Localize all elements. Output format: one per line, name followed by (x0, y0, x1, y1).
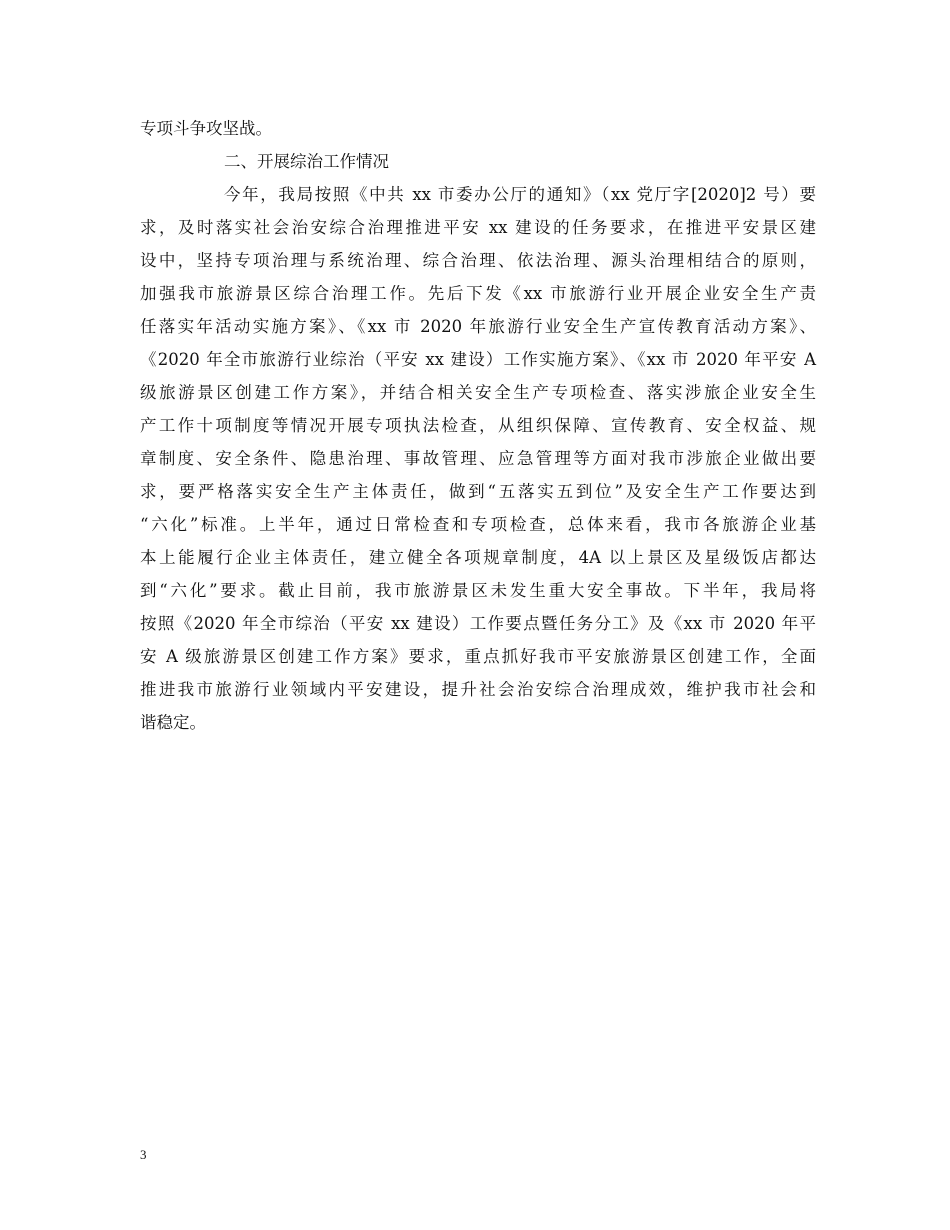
page-number: 3 (140, 1147, 147, 1162)
paragraph-line: 求，及时落实社会治安综合治理推进平安 xx 建设的任务要求，在推进平安景区建 (140, 218, 816, 237)
paragraph-line: 安 A 级旅游景区创建工作方案》要求，重点抓好我市平安旅游景区创建工作，全面 (140, 647, 816, 666)
paragraph-line: 设中，坚持专项治理与系统治理、综合治理、依法治理、源头治理相结合的原则， (140, 251, 816, 270)
paragraph-line: 级旅游景区创建工作方案》，并结合相关安全生产专项检查、落实涉旅企业安全生 (140, 383, 816, 402)
paragraph-line: “六化”标准。上半年，通过日常检查和专项检查，总体来看，我市各旅游企业基 (140, 515, 816, 534)
paragraph-line: 按照《2020 年全市综治（平安 xx 建设）工作要点暨任务分工》及《xx 市 2020 年平 (140, 614, 816, 633)
paragraph-line: 今年，我局按照《中共 xx 市委办公厅的通知》（xx 党厅字[2020]2 号）要 (224, 185, 816, 204)
paragraph-line: 章制度、安全条件、隐患治理、事故管理、应急管理等方面对我市涉旅企业做出要 (140, 449, 816, 468)
paragraph-line: 本上能履行企业主体责任，建立健全各项规章制度，4A 以上景区及星级饭店都达 (140, 548, 816, 567)
paragraph-line: 任落实年活动实施方案》、《xx 市 2020 年旅游行业安全生产宣传教育活动方案》、 (140, 317, 816, 336)
section-heading: 二、开展综治工作情况 (224, 152, 389, 171)
paragraph-line: 加强我市旅游景区综合治理工作。先后下发《xx 市旅游行业开展企业安全生产责 (140, 284, 816, 303)
paragraph-line: 谐稳定。 (140, 713, 206, 732)
paragraph-line: 推进我市旅游行业领域内平安建设，提升社会治安综合治理成效，维护我市社会和 (140, 680, 816, 699)
paragraph-line: 专项斗争攻坚战。 (140, 119, 272, 138)
paragraph-line: 求，要严格落实安全生产主体责任，做到“五落实五到位”及安全生产工作要达到 (140, 482, 816, 501)
paragraph-line: 产工作十项制度等情况开展专项执法检查，从组织保障、宣传教育、安全权益、规 (140, 416, 816, 435)
paragraph-line: 到“六化”要求。截止目前，我市旅游景区未发生重大安全事故。下半年，我局将 (140, 581, 816, 600)
paragraph-line: 《2020 年全市旅游行业综治（平安 xx 建设）工作实施方案》、《xx 市 2020 年平安 A (140, 350, 816, 369)
body-text (140, 112, 816, 739)
